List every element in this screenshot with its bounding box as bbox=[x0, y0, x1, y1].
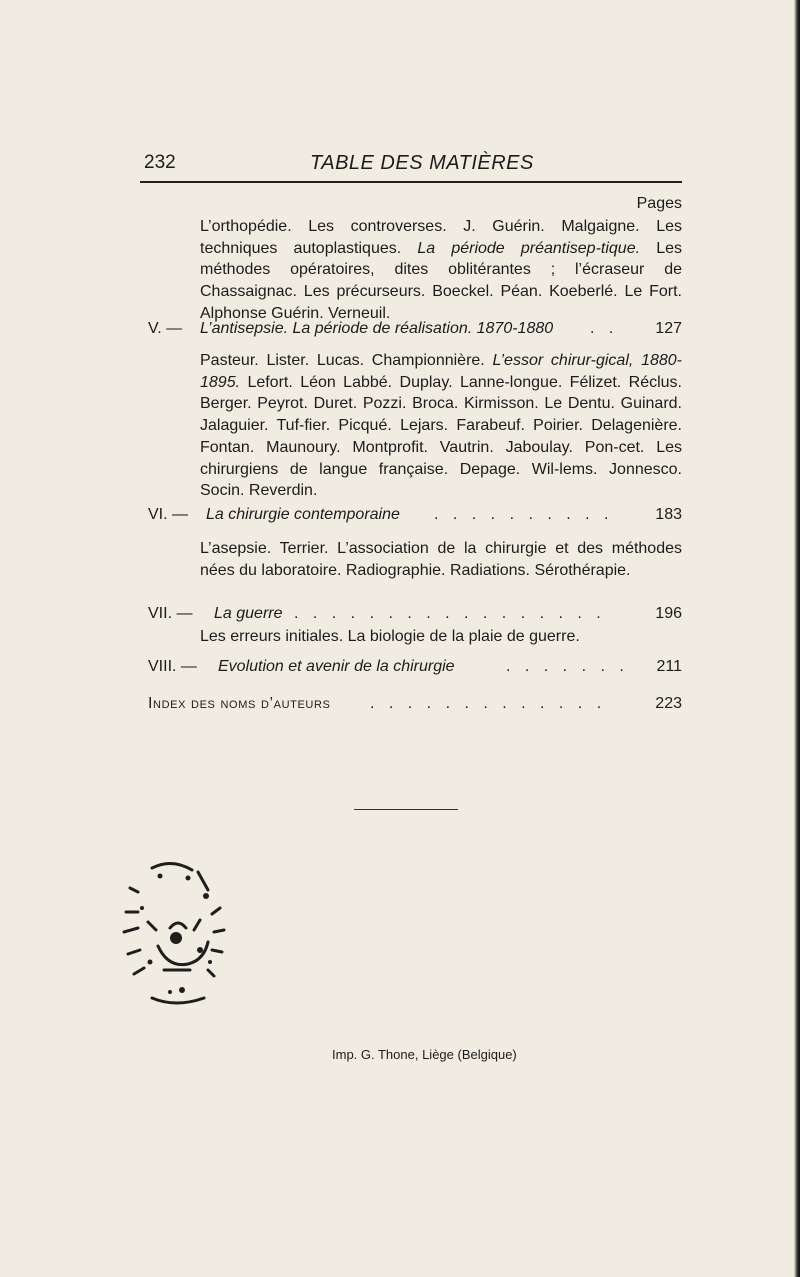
chapter-7-summary: Les erreurs initiales. La biologie de la plaie de guerre. bbox=[200, 628, 580, 645]
toc-entry-chapter-7[interactable] bbox=[148, 605, 682, 627]
dot-leader: . . . . . . . . . . . . . bbox=[370, 695, 607, 712]
chapter-6-summary: L’asepsie. Terrier. L’association de la chirurgie et des méthodes nées du laboratoire. Radiographie. Radiations. Sérothérapie. bbox=[200, 540, 682, 579]
intro-paragraph bbox=[200, 216, 682, 325]
printer-imprint: Imp. G. Thone, Liège (Belgique) bbox=[332, 1047, 517, 1062]
page-ref: 223 bbox=[655, 695, 682, 712]
page-number: 232 bbox=[144, 152, 176, 173]
intro-italic: La période préantisep-tique. bbox=[417, 239, 641, 257]
chapter-5-summary bbox=[200, 350, 682, 502]
chapter-title: Evolution et avenir de la chirurgie bbox=[218, 658, 455, 675]
page-ref: 196 bbox=[655, 605, 682, 622]
chapter-5-text-2: Lefort. Léon Labbé. Duplay. Lanne-longue. Félizet. Réclus. Berger. Peyrot. Duret. Pozzi. Broca. Kirmisson. Le Dentu. Guinard. Jalaguier. Tuf-fier. Picqué. Lejars. Farabeuf. Poirier. Delagenière. Fontan. Maunoury. Montprofit. Vautrin. Jaboulay. Pon-cet. Les chirurgiens de langue française. Depage. Wil-lems. Jonnesco. Socin. Reverdin. bbox=[200, 373, 682, 500]
pages-column-heading: Pages bbox=[636, 195, 682, 212]
toc-entry-chapter-5[interactable] bbox=[148, 320, 682, 342]
chapter-title: La guerre bbox=[214, 605, 283, 622]
page-ref: 183 bbox=[655, 506, 682, 523]
index-title: Index des noms d’auteurs bbox=[148, 695, 331, 712]
dot-leader: . . bbox=[590, 320, 619, 337]
dot-leader: . . . . . . . . . . bbox=[434, 506, 614, 523]
dot-leader: . . . . . . . bbox=[506, 658, 629, 675]
chapter-number: VIII. — bbox=[148, 658, 197, 675]
chapter-title: La chirurgie contemporaine bbox=[206, 506, 400, 523]
section-divider bbox=[354, 809, 458, 810]
intro-text-2: Les méthodes opératoires, dites oblitérantes ; l’écraseur de Chassaignac. Les précurseurs. Boeckel. Péan. Koeberlé. Le Fort. Alphonse Guérin. Verneuil. bbox=[200, 239, 683, 322]
chapter-5-italic: L’essor chirur-gical, 1880-1895. bbox=[200, 352, 682, 391]
chapter-number: V. — bbox=[148, 320, 183, 337]
page-ref: 211 bbox=[656, 658, 682, 675]
toc-entry-chapter-6[interactable] bbox=[148, 506, 682, 528]
chapter-number: VII. — bbox=[148, 605, 193, 622]
library-stamp-seal-icon bbox=[112, 850, 242, 1020]
page-header bbox=[140, 148, 680, 180]
toc-entry-index[interactable] bbox=[148, 695, 682, 717]
intro-text-1: L’orthopédie. Les controverses. J. Guérin. Malgaigne. Les techniques autoplastiques. bbox=[200, 218, 682, 257]
chapter-5-text-1: Pasteur. Lister. Lucas. Championnière. bbox=[200, 352, 493, 369]
header-rule bbox=[140, 181, 682, 183]
chapter-title: L’antisepsie. La période de réalisation. 1870-1880 bbox=[200, 320, 554, 337]
dot-leader: . . . . . . . . . . . . . . . . . bbox=[294, 605, 606, 622]
chapter-number: VI. — bbox=[148, 506, 189, 523]
toc-entry-chapter-8[interactable] bbox=[148, 658, 682, 680]
page-ref: 127 bbox=[655, 320, 682, 337]
page-edge-shadow bbox=[794, 0, 800, 1277]
running-title: TABLE DES MATIÈRES bbox=[310, 152, 534, 174]
